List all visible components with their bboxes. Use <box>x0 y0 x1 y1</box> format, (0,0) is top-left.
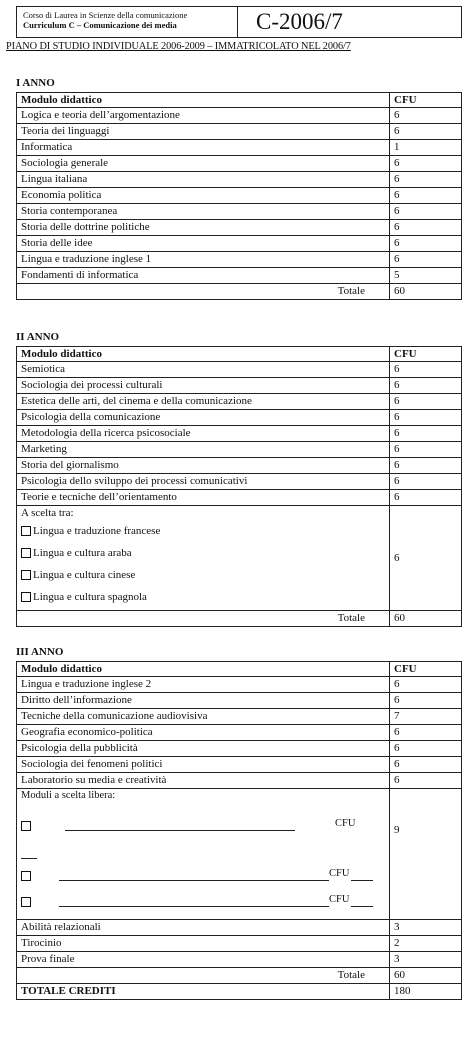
module-cfu: 6 <box>390 394 462 410</box>
language-option-label: Lingua e cultura spagnola <box>33 591 147 603</box>
module-cfu: 6 <box>390 124 462 140</box>
module-name: Storia delle idee <box>17 236 390 252</box>
course-info <box>17 7 238 37</box>
table-row <box>17 410 462 426</box>
module-name: Lingua e traduzione inglese 1 <box>17 252 390 268</box>
module-name: Metodologia della ricerca psicosociale <box>17 426 390 442</box>
module-name: Teoria dei linguaggi <box>17 124 390 140</box>
language-option-label: Lingua e traduzione francese <box>33 525 161 537</box>
table-header-row <box>17 93 462 108</box>
checkbox-icon[interactable] <box>21 821 31 831</box>
module-name: Logica e teoria dell’argomentazione <box>17 108 390 124</box>
table-row <box>17 108 462 124</box>
table-row <box>17 773 462 789</box>
table-row <box>17 458 462 474</box>
module-cfu: 6 <box>390 236 462 252</box>
module-blank[interactable] <box>65 820 295 831</box>
table-row <box>17 220 462 236</box>
module-name: Sociologia dei processi culturali <box>17 378 390 394</box>
module-cfu: 6 <box>390 458 462 474</box>
year1-total: 60 <box>390 284 462 300</box>
module-cfu: 6 <box>390 693 462 709</box>
cfu-header: CFU <box>390 347 462 362</box>
table-row <box>17 204 462 220</box>
module-cfu: 7 <box>390 709 462 725</box>
module-cfu: 2 <box>390 936 462 952</box>
cfu-blank[interactable] <box>351 896 373 907</box>
module-name: Tirocinio <box>17 936 390 952</box>
free-choice-slot-3[interactable] <box>21 893 385 907</box>
table-row <box>17 378 462 394</box>
table-row <box>17 709 462 725</box>
module-name: Psicologia dello sviluppo dei processi comunicativi <box>17 474 390 490</box>
table-row <box>17 936 462 952</box>
curriculum-name: Curriculum C – Comunicazione dei media <box>23 20 177 30</box>
table-header-row <box>17 662 462 677</box>
free-choice-cell <box>17 789 390 920</box>
module-name: Sociologia generale <box>17 156 390 172</box>
module-cfu: 6 <box>390 426 462 442</box>
module-cfu: 6 <box>390 204 462 220</box>
year2-total-row <box>17 611 462 627</box>
module-name: Tecniche della comunicazione audiovisiva <box>17 709 390 725</box>
table-row <box>17 156 462 172</box>
year2-title: II ANNO <box>16 331 60 343</box>
choice-list <box>21 520 385 608</box>
table-row <box>17 693 462 709</box>
table-row <box>17 426 462 442</box>
module-cfu: 6 <box>390 378 462 394</box>
table-row <box>17 757 462 773</box>
year3-total: 60 <box>390 968 462 984</box>
grand-total: 180 <box>390 984 462 1000</box>
module-name: Semiotica <box>17 362 390 378</box>
document-header <box>16 6 462 38</box>
module-cfu: 6 <box>390 490 462 506</box>
table-row <box>17 474 462 490</box>
cfu-blank-continued <box>21 845 385 859</box>
total-label: Totale <box>17 284 390 300</box>
language-option-label: Lingua e cultura cinese <box>33 569 136 581</box>
language-choice-cell <box>17 506 390 611</box>
year2-choice-row <box>17 506 462 611</box>
module-cfu: 6 <box>390 757 462 773</box>
table-row <box>17 252 462 268</box>
table-row <box>17 236 462 252</box>
year3-extra-rows <box>17 920 462 968</box>
module-header: Modulo didattico <box>17 662 390 677</box>
module-cfu: 6 <box>390 220 462 236</box>
table-row <box>17 920 462 936</box>
table-row <box>17 172 462 188</box>
free-cfu-label: CFU <box>329 894 350 905</box>
module-blank[interactable] <box>59 870 329 881</box>
module-name: Geografia economico-politica <box>17 725 390 741</box>
module-name: Diritto dell’informazione <box>17 693 390 709</box>
cfu-blank[interactable] <box>351 870 373 881</box>
module-name: Storia contemporanea <box>17 204 390 220</box>
year1-title: I ANNO <box>16 77 55 89</box>
free-cfu-label: CFU <box>329 868 350 879</box>
table-row <box>17 725 462 741</box>
table-row <box>17 268 462 284</box>
free-choice-slot-1[interactable] <box>21 817 385 831</box>
total-label: Totale <box>17 611 390 627</box>
module-cfu: 6 <box>390 474 462 490</box>
free-cfu-label: CFU <box>335 818 356 829</box>
module-cfu: 6 <box>390 741 462 757</box>
module-name: Psicologia della comunicazione <box>17 410 390 426</box>
language-option[interactable] <box>21 586 385 608</box>
checkbox-icon[interactable] <box>21 548 31 558</box>
module-name: Lingua e traduzione inglese 2 <box>17 677 390 693</box>
table-row <box>17 952 462 968</box>
document-code: C-2006/7 <box>256 9 343 34</box>
module-name: Teorie e tecniche dell’orientamento <box>17 490 390 506</box>
year3-total-row <box>17 968 462 984</box>
year3-table <box>16 661 462 1000</box>
plan-title: PIANO DI STUDIO INDIVIDUALE 2006-2009 – IMMATRICOLATO NEL 2006/7 <box>6 41 351 52</box>
module-cfu: 6 <box>390 725 462 741</box>
module-name: Informatica <box>17 140 390 156</box>
module-cfu: 6 <box>390 442 462 458</box>
checkbox-icon[interactable] <box>21 526 31 536</box>
table-row <box>17 140 462 156</box>
module-name: Lingua italiana <box>17 172 390 188</box>
table-row <box>17 677 462 693</box>
module-cfu: 1 <box>390 140 462 156</box>
choice-label: A scelta tra: <box>21 507 74 519</box>
free-choice-cfu: 9 <box>390 789 462 920</box>
table-header-row <box>17 347 462 362</box>
grand-total-label: TOTALE CREDITI <box>17 984 390 1000</box>
year1-total-row <box>17 284 462 300</box>
free-choice-slot-2[interactable] <box>21 867 385 881</box>
module-name: Fondamenti di informatica <box>17 268 390 284</box>
language-option[interactable] <box>21 520 385 542</box>
module-name: Laboratorio su media e creatività <box>17 773 390 789</box>
module-cfu: 3 <box>390 952 462 968</box>
checkbox-icon[interactable] <box>21 897 31 907</box>
checkbox-icon[interactable] <box>21 871 31 881</box>
checkbox-icon[interactable] <box>21 592 31 602</box>
language-option-label: Lingua e cultura araba <box>33 547 132 559</box>
module-name: Psicologia della pubblicità <box>17 741 390 757</box>
cfu-header: CFU <box>390 93 462 108</box>
module-cfu: 6 <box>390 172 462 188</box>
module-name: Economia politica <box>17 188 390 204</box>
language-option[interactable] <box>21 542 385 564</box>
module-cfu: 6 <box>390 362 462 378</box>
table-row <box>17 188 462 204</box>
table-row <box>17 362 462 378</box>
module-cfu: 5 <box>390 268 462 284</box>
module-name: Abilità relazionali <box>17 920 390 936</box>
year3-rows <box>17 677 462 789</box>
module-cfu: 6 <box>390 773 462 789</box>
choice-cfu: 6 <box>390 506 462 611</box>
module-cfu: 6 <box>390 188 462 204</box>
year1-rows <box>17 108 462 284</box>
module-name: Sociologia dei fenomeni politici <box>17 757 390 773</box>
module-cfu: 6 <box>390 156 462 172</box>
total-label: Totale <box>17 968 390 984</box>
year1-table <box>16 92 462 300</box>
module-cfu: 3 <box>390 920 462 936</box>
free-choice-label: Moduli a scelta libera: <box>21 790 116 801</box>
free-choice-row <box>17 789 462 920</box>
module-name: Estetica delle arti, del cinema e della comunicazione <box>17 394 390 410</box>
table-row <box>17 490 462 506</box>
language-option[interactable] <box>21 564 385 586</box>
table-row <box>17 741 462 757</box>
module-cfu: 6 <box>390 410 462 426</box>
module-header: Modulo didattico <box>17 93 390 108</box>
table-row <box>17 394 462 410</box>
module-name: Storia del giornalismo <box>17 458 390 474</box>
year3-title: III ANNO <box>16 646 64 658</box>
module-header: Modulo didattico <box>17 347 390 362</box>
module-name: Marketing <box>17 442 390 458</box>
module-cfu: 6 <box>390 252 462 268</box>
module-cfu: 6 <box>390 108 462 124</box>
module-name: Prova finale <box>17 952 390 968</box>
year2-total: 60 <box>390 611 462 627</box>
year2-rows <box>17 362 462 506</box>
table-row <box>17 442 462 458</box>
year2-table <box>16 346 462 627</box>
table-row <box>17 124 462 140</box>
checkbox-icon[interactable] <box>21 570 31 580</box>
module-name: Storia delle dottrine politiche <box>17 220 390 236</box>
grand-total-row <box>17 984 462 1000</box>
module-cfu: 6 <box>390 677 462 693</box>
module-blank[interactable] <box>59 896 329 907</box>
course-name: Corso di Laurea in Scienze della comunicazione <box>23 10 188 20</box>
cfu-header: CFU <box>390 662 462 677</box>
